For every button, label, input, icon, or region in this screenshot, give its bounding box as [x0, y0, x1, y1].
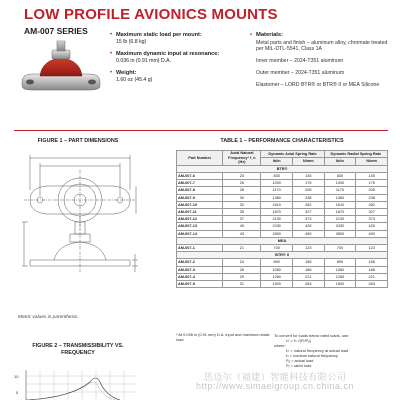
header-part-number: Part Number — [177, 151, 223, 166]
table-cell: 21 — [223, 245, 261, 252]
table-cell: 1260 — [261, 273, 293, 280]
header-radial-rate: Dynamic Radial Spring Rate — [324, 151, 387, 158]
header-radial-lb: lb/in — [324, 158, 356, 165]
table-cell: 700 — [261, 245, 293, 252]
table-cell: 26 — [223, 266, 261, 273]
table-cell: 2130 — [324, 216, 356, 223]
conversion-def-4: Pᵣ = rated load — [286, 363, 312, 369]
table-cell: 1610 — [324, 201, 356, 208]
table-cell: 32 — [223, 201, 261, 208]
header-axial-n: N/mm — [293, 158, 325, 165]
table-cell: 263 — [293, 281, 325, 288]
part-number-cell: AM-007-14 — [177, 230, 223, 237]
table-cell: 175 — [356, 180, 388, 187]
part-number-cell: AM-007-8 — [177, 187, 223, 194]
series-title: AM-007 SERIES — [24, 26, 88, 36]
figure1-note: Metric values in parenthesis. — [18, 315, 79, 320]
spec-max-static — [110, 32, 230, 46]
table-cell: 123 — [356, 245, 388, 252]
materials-heading: • Materials: — [250, 32, 390, 40]
header-axial-lb: lb/in — [261, 158, 293, 165]
table-cell: 1060 — [261, 266, 293, 273]
table-row — [177, 281, 388, 288]
watermark-company: 思迈尔（福建）智能科技有限公司 — [203, 372, 347, 382]
part-number-cell: AM-007-1 — [177, 245, 223, 252]
table-row — [177, 273, 388, 280]
table-group-row — [177, 237, 388, 244]
spec-weight-label: • Weight: — [116, 70, 137, 77]
table-cell: 2130 — [261, 216, 293, 223]
load-conversion-note — [274, 333, 390, 369]
part-number-cell: AM-007-11 — [177, 209, 223, 216]
table-row — [177, 245, 388, 252]
table-cell: 2430 — [261, 223, 293, 230]
table-cell: 1000 — [261, 180, 293, 187]
table-group-label: BTR® II — [177, 252, 388, 259]
table-cell: 205 — [293, 187, 325, 194]
table-row — [177, 194, 388, 201]
part-number-cell: AM-007-13 — [177, 223, 223, 230]
table-row — [177, 187, 388, 194]
table-cell: 327 — [356, 209, 388, 216]
table-cell: 186 — [293, 266, 325, 273]
part-number-cell: AM-007-7 — [177, 180, 223, 187]
figure2-caption-line1: FIGURE 2 – TRANSMISSIBILITY VS. — [32, 343, 124, 349]
part-number-cell: AM-007-10 — [177, 201, 223, 208]
table-cell: 28 — [223, 187, 261, 194]
table-cell: 37 — [223, 216, 261, 223]
table-cell: 145 — [293, 172, 325, 179]
table-cell: 23 — [223, 172, 261, 179]
table-row — [177, 209, 388, 216]
table-group-row — [177, 165, 388, 172]
table-row — [177, 172, 388, 179]
table-group-row — [177, 252, 388, 259]
table-cell: 1500 — [324, 281, 356, 288]
table-cell: 186 — [356, 266, 388, 273]
conversion-where: where: — [274, 343, 286, 349]
materials-outer-member: Outer member – 2024-T351 aluminum — [256, 69, 345, 76]
table-cell: 282 — [293, 201, 325, 208]
part-number-cell: AM-007-2 — [177, 259, 223, 266]
figure2-caption — [18, 343, 138, 357]
table-cell: 700 — [324, 245, 356, 252]
conversion-def-1: fₙ' = natural frequency at actual load — [286, 348, 349, 354]
table-cell: 221 — [356, 273, 388, 280]
part-number-cell: AM-007-12 — [177, 216, 223, 223]
materials-metal-parts: Metal parts and finish – aluminum alloy, chromate treated per MIL-DTL-5541, Class 1A — [256, 39, 388, 53]
table-cell: 40 — [223, 223, 261, 230]
specs-list — [110, 32, 230, 89]
figure1-caption: FIGURE 1 – PART DIMENSIONS — [37, 138, 119, 144]
table-row — [177, 180, 388, 187]
table-cell: 29 — [223, 273, 261, 280]
table-cell: 221 — [293, 273, 325, 280]
table-footnote: * At 0.036 in (0.91 mm) D.A. input and maximum static load. — [176, 332, 270, 342]
table-cell: 282 — [356, 201, 388, 208]
table-row — [177, 201, 388, 208]
conversion-def-2: fₙ = nominal natural frequency — [286, 353, 338, 359]
part-number-cell: AM-007-6 — [177, 172, 223, 179]
table-cell: 35 — [223, 209, 261, 216]
table-cell: 327 — [293, 209, 325, 216]
watermark-url: http://www.simaelgroup.cn.china.cn — [195, 381, 355, 391]
table-cell: 30 — [223, 194, 261, 201]
materials-list — [250, 32, 390, 93]
conversion-formula: fₙ' = fₙ √(Pᵣ/Pₐ) — [286, 338, 311, 344]
table1-caption: TABLE 1 – PERFORMANCE CHARACTERISTICS — [220, 138, 344, 144]
table-cell: 1500 — [261, 281, 293, 288]
materials-inner-member: Inner member – 2024-T351 aluminum — [256, 58, 344, 65]
spec-max-dynamic-label: • Maximum dynamic input at resonance: — [116, 51, 220, 58]
table-cell: 1260 — [324, 273, 356, 280]
table-cell: 238 — [356, 194, 388, 201]
table-cell: 830 — [324, 172, 356, 179]
header-natural-frequency: Axial Natural Frequency* f_n (Hz) — [223, 151, 261, 166]
table-cell: 426 — [356, 223, 388, 230]
table-cell: 156 — [293, 259, 325, 266]
table-cell: 1000 — [324, 180, 356, 187]
y-tick-5: 5 — [16, 390, 19, 395]
table-cell: 123 — [293, 245, 325, 252]
table-row — [177, 230, 388, 237]
table-cell: 490 — [293, 230, 325, 237]
table-group-label: MEA — [177, 237, 388, 244]
table-cell: 263 — [356, 281, 388, 288]
header-axial-rate: Dynamic Axial Spring Rate — [261, 151, 324, 158]
table-cell: 238 — [293, 194, 325, 201]
section-divider — [14, 130, 388, 131]
table-cell: 426 — [293, 223, 325, 230]
part-number-cell: AM-007-5 — [177, 281, 223, 288]
part-number-cell: AM-007-9 — [177, 194, 223, 201]
table-cell: 373 — [293, 216, 325, 223]
spec-weight — [110, 70, 230, 84]
materials-elastomer: Elastomer – LORD BTR® or BTR® II or MEA Silicone — [256, 81, 380, 88]
table-cell: 43 — [223, 230, 261, 237]
conversion-intro: To convert for loads below rated loads, use: — [274, 333, 350, 338]
part-number-cell: AM-007-3 — [177, 266, 223, 273]
table-cell: 1170 — [261, 187, 293, 194]
figure2-caption-line2: FREQUENCY — [61, 349, 95, 356]
table-cell: 1060 — [324, 266, 356, 273]
transmissibility-chart — [10, 360, 140, 400]
table-cell: 2800 — [261, 230, 293, 237]
table-row — [177, 266, 388, 273]
spec-weight-value: 1.60 oz (45.4 g) — [116, 77, 153, 84]
table-cell: 830 — [261, 172, 293, 179]
table-cell: 1870 — [261, 209, 293, 216]
spec-max-dynamic — [110, 51, 230, 65]
table-cell: 1870 — [324, 209, 356, 216]
spec-max-dynamic-value: 0.036 in (0.91 mm) D.A. — [116, 58, 172, 65]
table-cell: 890 — [261, 259, 293, 266]
table-cell: 26 — [223, 180, 261, 187]
table-row — [177, 223, 388, 230]
table-cell: 373 — [356, 216, 388, 223]
table-cell: 1360 — [324, 194, 356, 201]
table-cell: 175 — [293, 180, 325, 187]
spec-max-static-value: 15 lb (6.8 kg) — [116, 39, 147, 46]
table-cell: 31 — [223, 281, 261, 288]
table-cell: 24 — [223, 259, 261, 266]
performance-table-body — [177, 165, 388, 287]
product-photo — [18, 38, 104, 100]
table-cell: 2430 — [324, 223, 356, 230]
conversion-def-3: Pₐ = actual load — [286, 358, 314, 364]
table-row — [177, 216, 388, 223]
table-cell: 1610 — [261, 201, 293, 208]
performance-table — [176, 150, 388, 288]
table-cell: 1360 — [261, 194, 293, 201]
table-row — [177, 259, 388, 266]
table-cell: 1170 — [324, 187, 356, 194]
part-number-cell: AM-007-4 — [177, 273, 223, 280]
table-cell: 2800 — [324, 230, 356, 237]
table-group-label: BTR® — [177, 165, 388, 172]
y-tick-10: 10 — [14, 374, 19, 379]
page-title: LOW PROFILE AVIONICS MOUNTS — [24, 6, 278, 23]
table-cell: 205 — [356, 187, 388, 194]
table-cell: 156 — [356, 259, 388, 266]
spec-max-static-label: • Maximum static load per mount: — [116, 32, 202, 38]
table-cell: 890 — [324, 259, 356, 266]
table-cell: 490 — [356, 230, 388, 237]
part-dimensions-drawing — [20, 150, 140, 300]
header-radial-n: N/mm — [356, 158, 388, 165]
table-cell: 145 — [356, 172, 388, 179]
